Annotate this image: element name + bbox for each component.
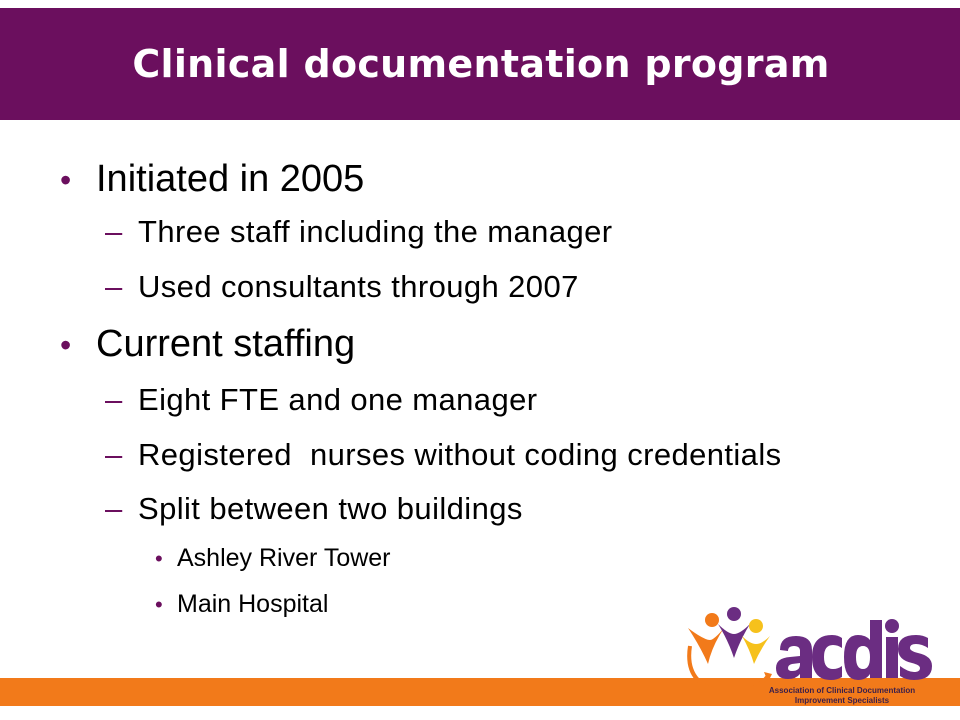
figures-icon: [688, 607, 772, 693]
bullet-marker: •: [155, 592, 163, 617]
sub-bullet-eight-fte: [105, 382, 537, 418]
sub-bullet-registered-nurses: [105, 437, 782, 473]
sub-bullet-text: Eight FTE and one manager: [138, 382, 538, 417]
dash-marker: –: [105, 491, 123, 526]
slide-title: Clinical documentation program: [132, 42, 830, 86]
sub-bullet-consultants: [105, 269, 579, 305]
dash-marker: –: [105, 437, 123, 472]
sub-sub-bullet-ashley-river: [155, 544, 391, 573]
sub-bullet-three-staff: [105, 214, 612, 250]
bullet-text: Initiated in 2005: [96, 158, 365, 200]
acdis-wordmark: [776, 619, 932, 680]
sub-bullet-text: Three staff including the manager: [138, 214, 613, 249]
bullet-marker: •: [155, 546, 163, 571]
sub-bullet-split-buildings: [105, 491, 523, 527]
sub-sub-bullet-text: Main Hospital: [177, 590, 329, 618]
bullet-marker: •: [60, 327, 72, 363]
dash-marker: –: [105, 382, 123, 417]
bullet-current-staffing: [60, 323, 355, 366]
sub-sub-bullet-main-hospital: [155, 590, 328, 619]
sub-bullet-text: Used consultants through 2007: [138, 269, 579, 304]
logo-caption-line1: Association of Clinical Documentation: [768, 686, 916, 695]
bullet-text: Current staffing: [96, 323, 356, 365]
sub-bullet-text: Registered nurses without coding credentials: [138, 437, 782, 472]
bullet-initiated: [60, 158, 364, 201]
sub-sub-bullet-text: Ashley River Tower: [177, 544, 391, 572]
dash-marker: –: [105, 214, 123, 249]
dash-marker: –: [105, 269, 123, 304]
bullet-marker: •: [60, 162, 72, 198]
logo-caption: [752, 686, 932, 706]
sub-bullet-text: Split between two buildings: [138, 491, 523, 526]
logo-caption-line2: Improvement Specialists: [794, 696, 890, 705]
